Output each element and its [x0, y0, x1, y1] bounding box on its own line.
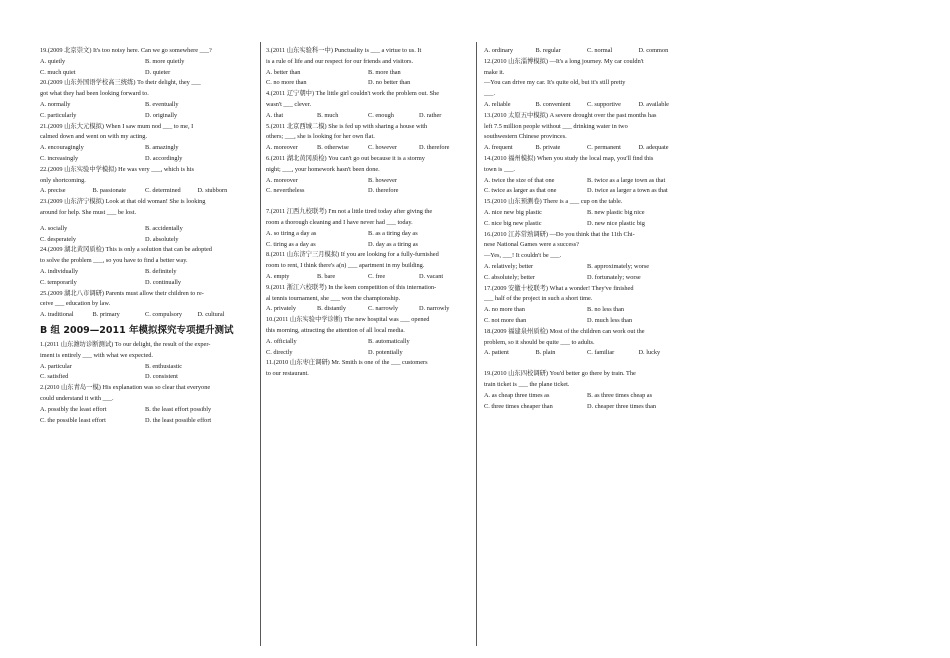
options [40, 143, 250, 165]
option: B. eventually [145, 100, 179, 108]
option: B. the least effort possibly [145, 405, 212, 413]
option: A. individually [40, 267, 79, 275]
options [266, 272, 470, 283]
options [266, 111, 470, 122]
option: C. enough [368, 111, 394, 119]
option: D. narrowly [419, 305, 450, 313]
question-20 [40, 78, 250, 121]
column-divider-right [476, 42, 477, 646]
option: D. therefore [368, 187, 399, 195]
options [40, 57, 250, 79]
option: B. no less than [587, 306, 625, 314]
option: B. private [535, 144, 561, 152]
option: A. particular [40, 362, 72, 370]
options [266, 176, 470, 198]
option: C. nevertheless [266, 187, 305, 195]
option: C. satisfied [40, 373, 69, 381]
option: D. quieter [145, 68, 171, 76]
question-stem: 13.(2010 太原五中模拟) A severe drought over the past months has [484, 111, 657, 119]
option: A. precise [40, 187, 66, 195]
options [484, 176, 690, 198]
question-b14 [484, 154, 690, 197]
question-stem-cont: calmed down and went on with my acting. [40, 133, 148, 141]
option: D. day as a tiring as [368, 240, 419, 248]
option: D. therefore [419, 144, 450, 152]
question-stem-cont: ceive ___ education by law. [40, 300, 111, 308]
options [266, 229, 470, 251]
option: C. directly [266, 348, 293, 356]
section-heading: B 组 2009—2011 年模拟探究专项提升测试 [40, 324, 234, 336]
question-stem: 17.(2009 安徽十校联考) What a wonder! They've finished [484, 284, 634, 292]
option: B. twice as a large town as that [587, 176, 666, 184]
option: C. compulsory [145, 311, 183, 319]
option: A. empty [266, 272, 290, 280]
question-stem: 19.(2009 北京崇文) It's too noisy here. Can we go somewhere ___? [40, 47, 212, 54]
options [484, 208, 690, 230]
question-stem: 18.(2009 福建泉州质检) Most of the children can work out the [484, 327, 645, 335]
question-stem-cont: town is ___. [484, 165, 515, 173]
options [484, 348, 690, 359]
question-22 [40, 165, 250, 197]
option: A. officially [266, 337, 297, 345]
options [40, 224, 250, 246]
question-24 [40, 245, 250, 288]
question-stem-cont: iment is entirely ___ with what we expected. [40, 351, 153, 359]
option: D. available [638, 100, 669, 108]
question-stem-cont: is a rule of life and our respect for our friends and visitors. [266, 57, 414, 65]
options [266, 143, 470, 154]
option: B. accidentally [145, 224, 183, 232]
question-stem-cont: —You can drive my car. It's quite old, but it's still pretty [484, 79, 626, 87]
question-stem-cont: around for help. She must ___ be lost. [40, 208, 137, 216]
options [40, 310, 250, 321]
question-stem: 16.(2010 江苏常熟调研) —Do you think that the 11th Chi- [484, 230, 635, 238]
question-b17 [484, 284, 690, 327]
option: A. twice the size of that one [484, 176, 555, 184]
question-stem-cont: ___ half of the project in such a short time. [484, 295, 593, 303]
option: C. supportive [587, 100, 621, 108]
question-stem: 22.(2009 山东实验中学模拟) He was very ___, which is his [40, 165, 194, 173]
option: C. temporarily [40, 278, 77, 286]
question-b19 [484, 369, 690, 412]
option: B. plain [535, 349, 556, 357]
option: C. however [368, 144, 398, 152]
question-stem-cont: to our restaurant. [266, 370, 309, 378]
question-stem-cont: train ticket is ___ the plane ticket. [484, 380, 570, 388]
option: A. quietly [40, 57, 66, 65]
option: D. continually [145, 278, 182, 286]
option: A. no more than [484, 306, 525, 314]
question-stem: 8.(2011 山东济宁三月模拟) If you are looking for a fully-furnished [266, 251, 439, 259]
option: C. the possible least effort [40, 416, 106, 424]
question-stem-cont: this morning, attracting the attention of all local media. [266, 326, 405, 334]
option: C. tiring as a day as [266, 240, 316, 248]
question-b8 [266, 250, 470, 282]
question-b11-options [484, 46, 690, 57]
option: C. much quiet [40, 68, 76, 76]
option: C. twice as larger as that one [484, 187, 557, 195]
options [266, 68, 470, 90]
option: A. normally [40, 100, 71, 108]
option: B. convenient [535, 100, 571, 108]
option: C. desperately [40, 235, 77, 243]
column-1 [40, 46, 250, 426]
option: D. new nice plastic big [587, 219, 645, 227]
option: C. three times cheaper than [484, 402, 553, 410]
question-stem-cont: only shortcoming. [40, 176, 86, 184]
option: B. amazingly [145, 144, 179, 152]
option: D. absolutely [145, 235, 179, 243]
question-stem-cont: —Yes, ___! It couldn't be ___. [484, 252, 562, 260]
option: B. as three times cheap as [587, 391, 653, 399]
options [40, 405, 250, 427]
question-b2 [40, 383, 250, 426]
option: B. however [368, 176, 398, 184]
question-stem: 25.(2009 湖北八市调研) Parents must allow their children to re- [40, 289, 204, 297]
question-stem-cont: nese National Games were a success? [484, 241, 579, 249]
question-b1 [40, 340, 250, 383]
option: D. no better than [368, 79, 411, 87]
option: B. enthusiastic [145, 362, 183, 370]
option: B. primary [92, 311, 120, 319]
option: C. no more than [266, 79, 307, 87]
options [40, 100, 250, 122]
option: D. much less than [587, 316, 633, 324]
option: A. encouragingly [40, 144, 84, 152]
question-b11 [266, 358, 470, 380]
column-2 [266, 46, 470, 380]
question-stem-cont: others; ___, she is looking for her own flat. [266, 133, 375, 141]
option: B. new plastic big nice [587, 208, 645, 216]
option: D. stubborn [197, 187, 228, 195]
question-stem: 14.(2010 福州模拟) When you study the local map, you'll find this [484, 154, 654, 162]
option: C. absolutely; better [484, 273, 535, 281]
option: B. regular [535, 47, 561, 54]
question-stem: 9.(2011 浙江六校联考) In the keen competition of this internation- [266, 283, 437, 291]
option: A. moreover [266, 144, 298, 152]
question-stem: 12.(2010 山东淄博模拟) —It's a long journey. My car couldn't [484, 57, 644, 65]
options [484, 143, 690, 154]
question-b9 [266, 283, 470, 315]
option: A. so tiring a day as [266, 229, 317, 237]
option: B. definitely [145, 267, 177, 275]
question-b7 [266, 207, 470, 250]
option: A. as cheap three times as [484, 391, 550, 399]
option: C. particularly [40, 111, 77, 119]
option: D. accordingly [145, 154, 183, 162]
option: C. increasingly [40, 154, 79, 162]
question-stem-cont: got what they had been looking forward to. [40, 90, 149, 98]
option: A. reliable [484, 100, 511, 108]
question-stem-cont: room a thorough cleaning and I have never had ___ today. [266, 218, 413, 226]
option: D. potentially [368, 348, 403, 356]
question-23 [40, 197, 250, 245]
question-25 [40, 289, 250, 321]
column-3 [484, 46, 690, 412]
question-stem: 10.(2011 山东实验中学诊断) The new hospital was ___ opened [266, 316, 430, 324]
option: D. cheaper three times than [587, 402, 657, 410]
question-stem-cont: could understand it with ___. [40, 394, 114, 402]
question-stem: 15.(2010 山东预测卷) There is a ___ cup on the table. [484, 198, 623, 206]
option: B. distantly [317, 305, 347, 313]
options [266, 304, 470, 315]
question-21 [40, 122, 250, 165]
option: C. determined [145, 187, 181, 195]
question-stem-cont: to solve the problem ___, so you have to find a better way. [40, 257, 188, 265]
question-stem-cont: al tennis tournament, she ___ won the championship. [266, 294, 401, 302]
option: B. much [317, 111, 339, 119]
question-stem: 19.(2010 山东四校调研) You'd better go there by train. The [484, 370, 636, 378]
option: C. normal [587, 47, 613, 54]
option: D. fortunately; worse [587, 273, 641, 281]
question-stem-cont: night; ___, your homework hasn't been done. [266, 165, 380, 173]
option: D. common [638, 47, 669, 54]
question-stem: 2.(2010 山东青岛一模) His explanation was so clear that everyone [40, 384, 211, 392]
options [484, 100, 690, 111]
question-stem: 24.(2009 湖北黄冈质检) This is only a solution that can be adopted [40, 246, 212, 254]
option: A. frequent [484, 144, 513, 152]
option: A. possibly the least effort [40, 405, 107, 413]
question-b13 [484, 111, 690, 154]
option: C. not more than [484, 316, 527, 324]
option: A. traditional [40, 311, 74, 319]
question-b18 [484, 327, 690, 359]
question-b15 [484, 197, 690, 229]
question-stem: 4.(2011 辽宁朝中) The little girl couldn't work the problem out. She [266, 90, 439, 98]
option: B. as a tiring day as [368, 229, 418, 237]
option: A. that [266, 111, 284, 119]
question-b12 [484, 57, 690, 111]
question-stem-cont: make it. [484, 68, 505, 76]
question-stem: 1.(2011 山东潍坊诊断测试) To our delight, the result of the exper- [40, 340, 211, 348]
options [484, 305, 690, 327]
option: D. twice as larger a town as that [587, 187, 668, 195]
option: A. nice new big plastic [484, 208, 542, 216]
question-b5 [266, 122, 470, 154]
question-b4 [266, 89, 470, 121]
option: B. automatically [368, 337, 410, 345]
question-stem-cont: left 7.5 million people without ___ drinking water in two [484, 122, 628, 130]
question-stem: 6.(2011 湖北黄冈质检) You can't go out because it is a stormy [266, 154, 425, 162]
question-stem: 7.(2011 江西九校联考) I'm not a little tired today after giving the [266, 208, 433, 216]
question-stem: 20.(2009 山东外国语学校高三统练) To their delight, they ___ [40, 79, 201, 87]
question-stem-cont: wasn't ___ clever. [266, 100, 312, 108]
option: B. passionate [92, 187, 127, 195]
option: B. bare [317, 272, 336, 280]
question-19 [40, 46, 250, 78]
question-b6 [266, 154, 470, 197]
question-stem: 21.(2009 山东大元模拟) When I saw mum nod ___ to me, I [40, 122, 194, 130]
options [40, 186, 250, 197]
option: D. vacant [419, 272, 444, 280]
option: A. better than [266, 68, 301, 76]
option: C. narrowly [368, 305, 399, 313]
question-b3 [266, 46, 470, 89]
option: A. patient [484, 349, 509, 357]
option: D. the least possible effort [145, 416, 212, 424]
question-b16 [484, 230, 690, 284]
question-b10 [266, 315, 470, 358]
question-stem-cont: ___. [484, 90, 496, 98]
options [484, 391, 690, 413]
option: C. familiar [587, 349, 615, 357]
question-stem: 3.(2011 山东实验科一中) Punctuality is ___ a virtue to us. It [266, 47, 422, 54]
options [484, 262, 690, 284]
option: A. ordinary [484, 47, 514, 54]
option: A. relatively; better [484, 262, 534, 270]
option: D. originally [145, 111, 178, 119]
option: D. cultural [197, 311, 225, 319]
option: B. more than [368, 68, 401, 76]
option: C. nice big new plastic [484, 219, 542, 227]
option: D. lucky [638, 349, 661, 357]
question-stem-cont: southwestern Chinese provinces. [484, 133, 567, 141]
question-stem-cont: room to rent, I think there's a(n) ___ apartment in my building. [266, 262, 425, 270]
option: B. approximately; worse [587, 262, 650, 270]
option: C. free [368, 272, 386, 280]
options [40, 267, 250, 289]
option: D. rather [419, 111, 442, 119]
option: A. moreover [266, 176, 298, 184]
question-stem: 11.(2010 山东枣庄调研) Mr. Smith is one of the ___ customers [266, 359, 428, 367]
options [266, 337, 470, 359]
option: D. consistent [145, 373, 178, 381]
question-stem-cont: problem, so it should be quite ___ to adults. [484, 338, 595, 346]
option: C. permanent [587, 144, 621, 152]
options [40, 362, 250, 384]
option: A. privately [266, 305, 297, 313]
option: A. socially [40, 224, 68, 232]
option: B. otherwise [317, 144, 349, 152]
option: D. adequate [638, 144, 669, 152]
column-divider-left [260, 42, 261, 646]
option: B. more quietly [145, 57, 185, 65]
question-stem: 23.(2009 山东济宁模拟) Look at that old woman! She is looking [40, 198, 206, 206]
question-stem: 5.(2011 北京西城二模) She is fed up with sharing a house with [266, 122, 428, 130]
